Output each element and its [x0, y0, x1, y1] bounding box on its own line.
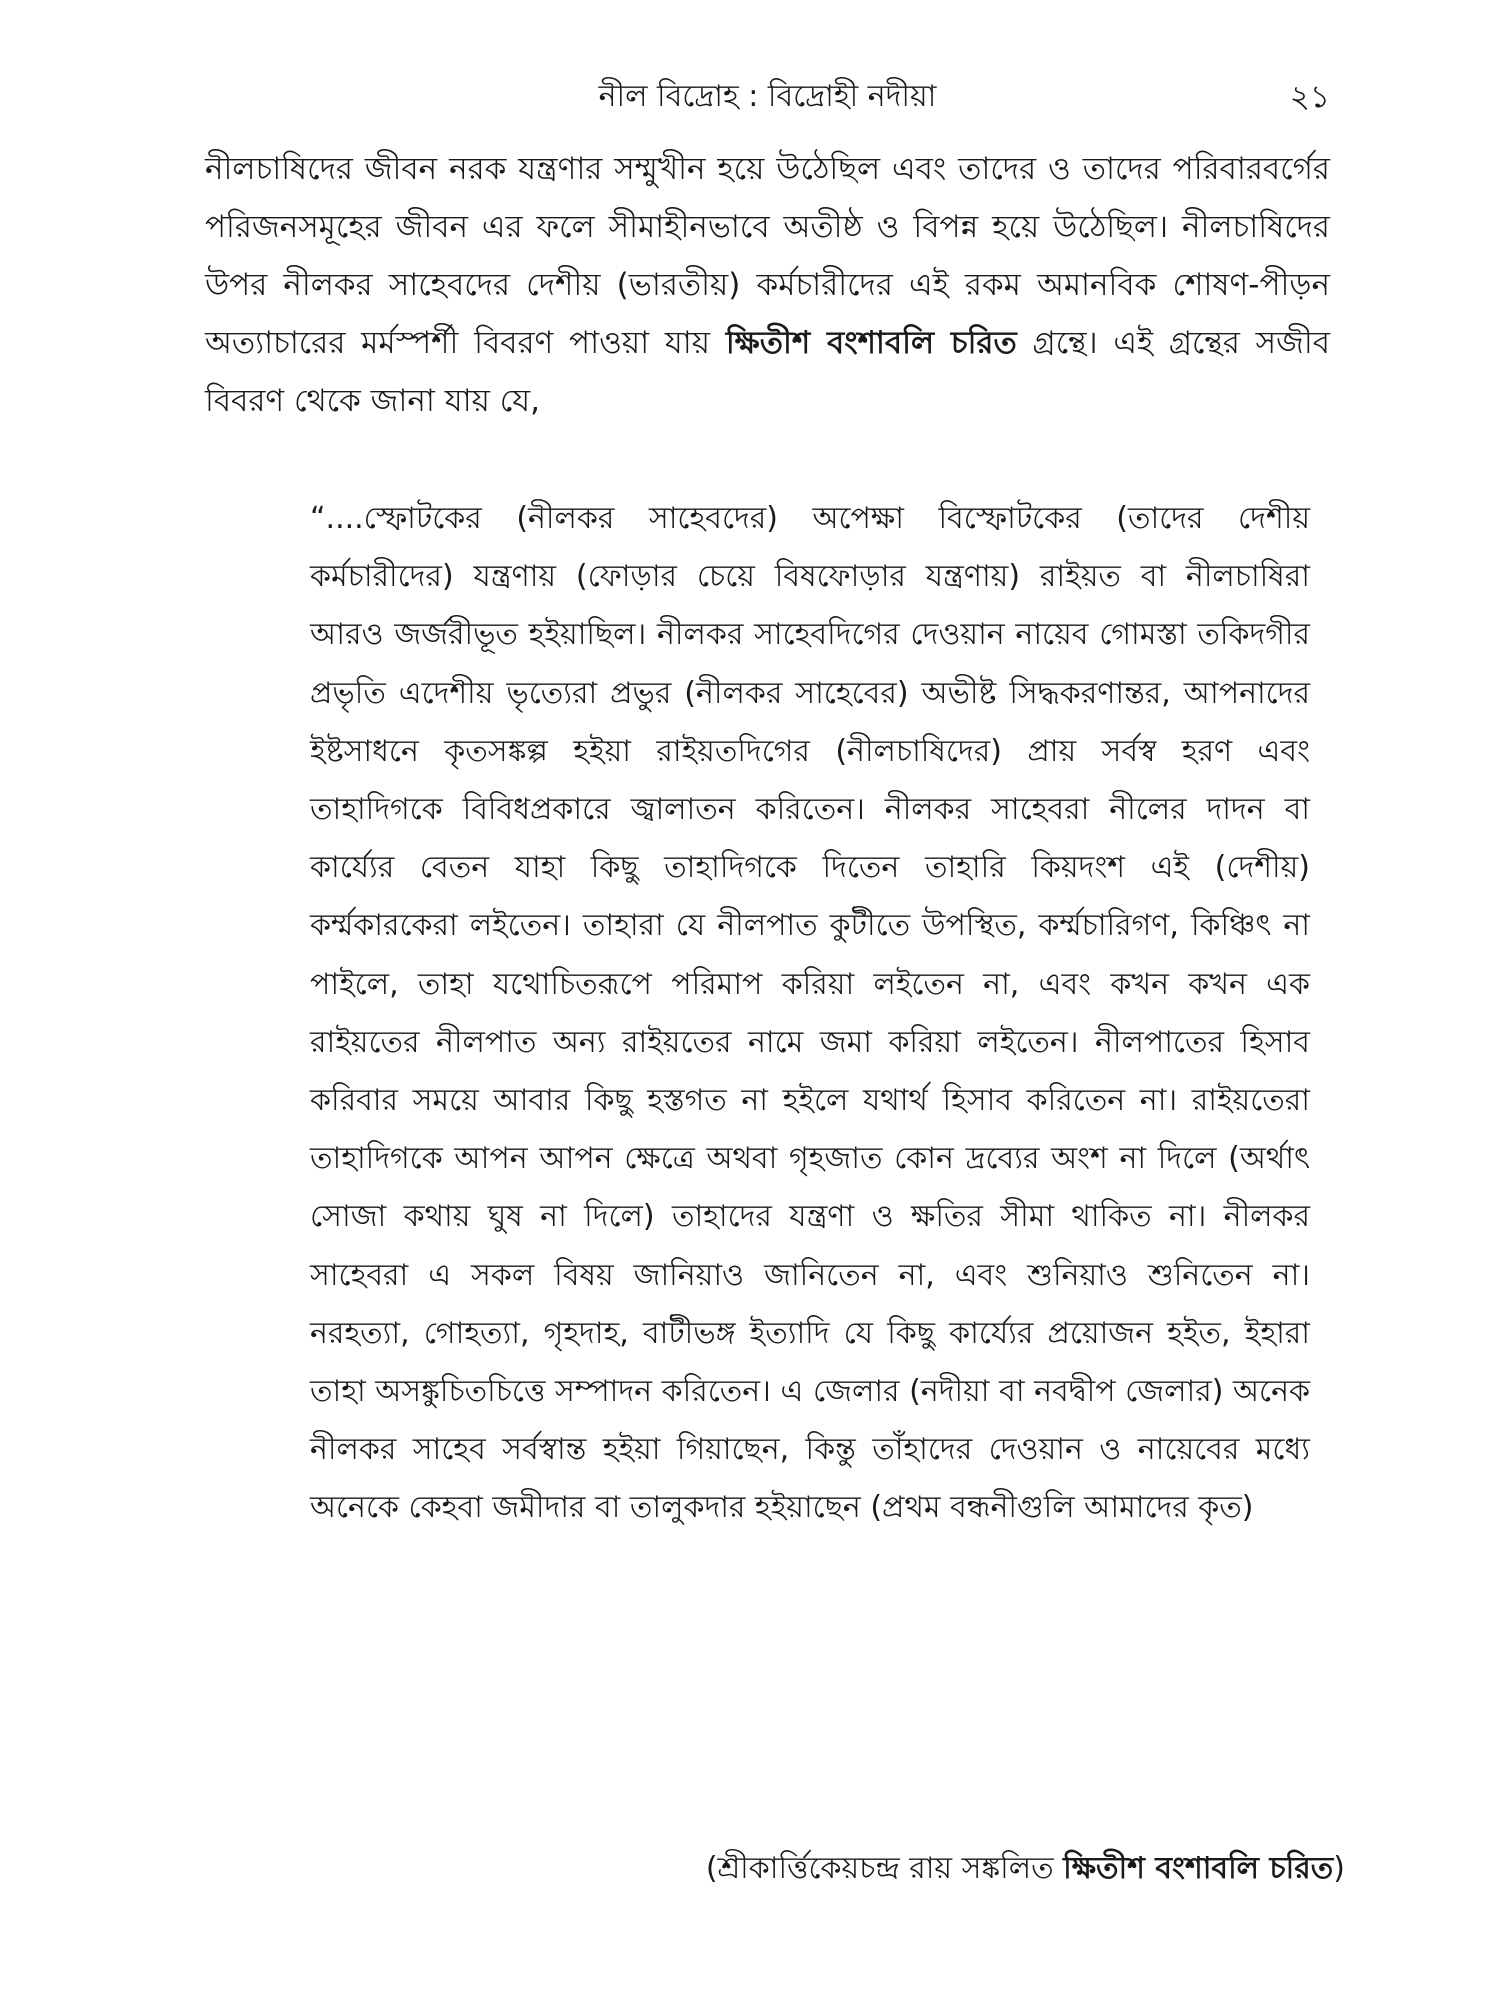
paragraph-text-before: নীলচাষিদের জীবন নরক যন্ত্রণার সম্মুখীন হয়ে উঠেছিল এবং তাদের ও তাদের পরিবারবর্গের পরিজনসমূহের জীবন এর ফলে সীমাহীনভাবে অতীষ্ঠ ও বিপন্ন হয়ে উঠেছিল। নীলচাষিদের উপর নীলকর সাহেবদের দেশীয় (ভারতীয়) কর্মচারীদের এই রকম অমানবিক শোষণ-পীড়ন অত্যাচারের মর্মস্পর্শী বিবরণ পাওয়া যায়: [205, 151, 1330, 361]
body-paragraph: [205, 140, 1330, 430]
citation-book-title: ক্ষিতীশ বংশাবলি চরিত: [1063, 1851, 1334, 1886]
quote-citation: [470, 1840, 1345, 1898]
paragraph-text-after: গ্রন্থে। এই গ্রন্থের সজীব বিবরণ থেকে জানা যায় যে,: [205, 325, 1330, 419]
citation-prefix: (শ্রীকার্ত্তিকেয়চন্দ্র রায় সঙ্কলিত: [705, 1851, 1064, 1886]
citation-suffix: ): [1333, 1851, 1345, 1886]
page-header: [205, 72, 1330, 122]
block-quote: “....স্ফোটকের (নীলকর সাহেবদের) অপেক্ষা বিস্ফোটকের (তাদের দেশীয় কর্মচারীদের) যন্ত্রণায় (ফোড়ার চেয়ে বিষফোড়ার যন্ত্রণায়) রাইয়ত বা নীলচাষিরা আরও জর্জরীভূত হইয়াছিল। নীলকর সাহেবদিগের দেওয়ান নায়েব গোমস্তা তকিদগীর প্রভৃতি এদেশীয় ভৃত্যেরা প্রভুর (নীলকর সাহেবের) অভীষ্ট সিদ্ধকরণান্তর, আপনাদের ইষ্টসাধনে কৃতসঙ্কল্প হইয়া রাইয়তদিগের (নীলচাষিদের) প্রায় সর্বস্ব হরণ এবং তাহাদিগকে বিবিধপ্রকারে জ্বালাতন করিতেন। নীলকর সাহেবরা নীলের দাদন বা কার্য্যের বেতন যাহা কিছু তাহাদিগকে দিতেন তাহারি কিয়দংশ এই (দেশীয়) কর্ম্মকারকেরা লইতেন। তাহারা যে নীলপাত কুটীতে উপস্থিত, কর্ম্মচারিগণ, কিঞ্চিৎ না পাইলে, তাহা যথোচিতরূপে পরিমাপ করিয়া লইতেন না, এবং কখন কখন এক রাইয়তের নীলপাত অন্য রাইয়তের নামে জমা করিয়া লইতেন। নীলপাতের হিসাব করিবার সময়ে আবার কিছু হস্তগত না হইলে যথার্থ হিসাব করিতেন না। রাইয়তেরা তাহাদিগকে আপন আপন ক্ষেত্রে অথবা গৃহজাত কোন দ্রব্যের অংশ না দিলে (অর্থাৎ সোজা কথায় ঘুষ না দিলে) তাহাদের যন্ত্রণা ও ক্ষতির সীমা থাকিত না। নীলকর সাহেবরা এ সকল বিষয় জানিয়াও জানিতেন না, এবং শুনিয়াও শুনিতেন না। নরহত্যা, গোহত্যা, গৃহদাহ, বাটীভঙ্গ ইত্যাদি যে কিছু কার্য্যের প্রয়োজন হইত, ইহারা তাহা অসঙ্কুচিতচিত্তে সম্পাদন করিতেন। এ জেলার (নদীয়া বা নবদ্বীপ জেলার) অনেক নীলকর সাহেব সর্বস্বান্ত হইয়া গিয়াছেন, কিন্তু তাঁহাদের দেওয়ান ও নায়েবের মধ্যে অনেকে কেহবা জমীদার বা তালুকদার হইয়াছেন (প্রথম বন্ধনীগুলি আমাদের কৃত): [310, 501, 1310, 1526]
running-title: নীল বিদ্রোহ : বিদ্রোহী নদীয়া: [598, 79, 937, 114]
book-title-inline: ক্ষিতীশ বংশাবলি চরিত: [725, 325, 1017, 361]
page-number: ২১: [1289, 79, 1330, 115]
